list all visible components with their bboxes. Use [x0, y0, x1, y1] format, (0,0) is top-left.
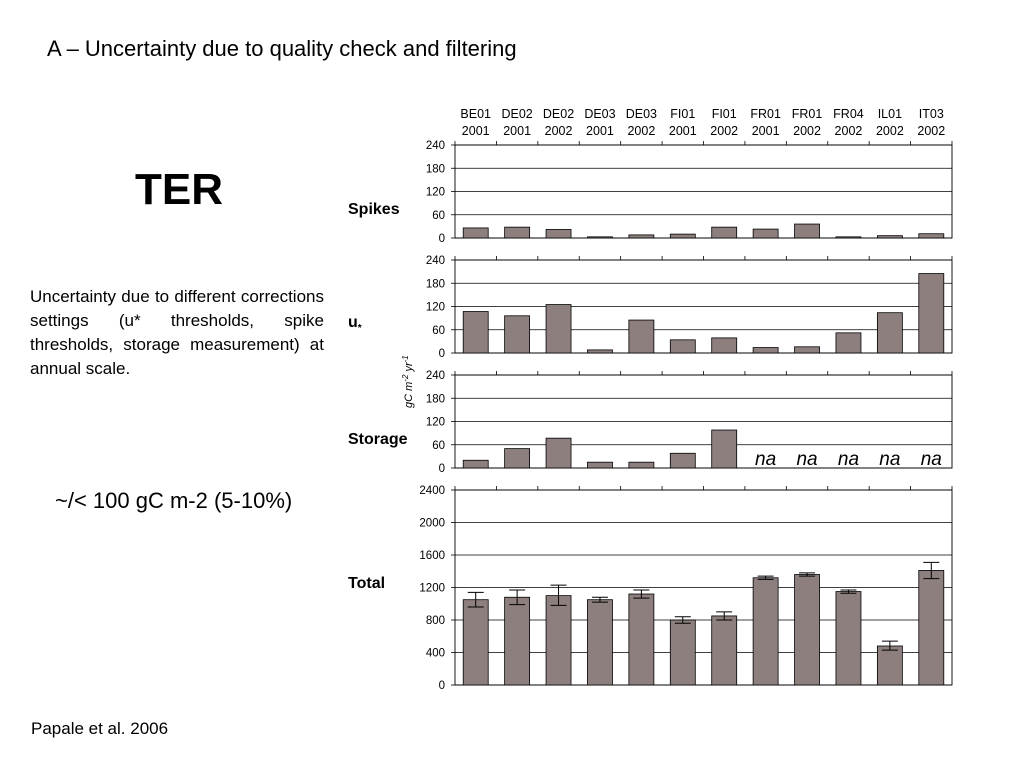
category-year-label: 2002: [875, 124, 904, 138]
category-site-label: FI01: [711, 107, 737, 121]
y-tick-label: 180: [425, 393, 445, 406]
panel-label: Storage: [348, 431, 408, 448]
bar: [753, 348, 778, 353]
bar: [463, 312, 488, 353]
citation: Papale et al. 2006: [31, 719, 169, 738]
bar: [505, 597, 530, 685]
bar: [919, 274, 944, 353]
category-year-label: 2002: [627, 124, 656, 138]
category-year-label: 2001: [503, 124, 532, 138]
bar: [463, 228, 488, 238]
y-tick-label: 240: [425, 370, 445, 382]
y-tick-label: 120: [425, 416, 445, 429]
bar: [877, 646, 902, 685]
bar: [919, 234, 944, 238]
y-tick-label: 1200: [419, 582, 445, 595]
category-year-label: 2002: [710, 124, 739, 138]
y-tick-label: 60: [432, 209, 445, 222]
y-axis-unit-label: gC $m^{-2}$ $yr^{-1}$: [401, 355, 415, 408]
na-label: na: [796, 449, 818, 470]
bar: [629, 594, 654, 685]
y-tick-label: 0: [438, 233, 445, 245]
bar: [795, 347, 820, 353]
bar: [795, 224, 820, 238]
bar: [670, 340, 695, 353]
bar: [836, 237, 861, 238]
bar: [587, 237, 612, 238]
ter-heading: TER: [135, 165, 223, 214]
panel-label: Spikes: [348, 201, 400, 218]
bar: [463, 460, 488, 468]
category-site-label: FR01: [750, 107, 781, 121]
bar: [670, 620, 695, 685]
y-tick-label: 2000: [419, 517, 445, 530]
bar: [546, 229, 571, 238]
bar: [836, 333, 861, 353]
category-year-label: 2002: [917, 124, 946, 138]
bar: [712, 430, 737, 468]
bar: [877, 313, 902, 353]
bar: [505, 227, 530, 238]
bar: [505, 316, 530, 353]
category-site-label: IT03: [918, 107, 944, 121]
panel-storage: [348, 370, 952, 475]
bar: [670, 453, 695, 468]
panel-label: $u_*$: [348, 314, 362, 334]
y-tick-label: 120: [425, 301, 445, 314]
y-tick-label: 60: [432, 439, 445, 452]
y-tick-label: 60: [432, 324, 445, 337]
bar: [587, 462, 612, 468]
category-site-label: FR04: [833, 107, 864, 121]
panel-u: [348, 255, 952, 360]
category-year-label: 2002: [544, 124, 573, 138]
bar: [712, 616, 737, 685]
bar: [712, 227, 737, 238]
y-tick-label: 1600: [419, 550, 445, 562]
y-tick-label: 0: [438, 348, 445, 360]
bar: [546, 596, 571, 685]
description-text: Uncertainty due to different corrections settings (u* thresholds, spike thresholds, storage measurement) at annual scale.: [30, 287, 324, 378]
na-label: na: [837, 449, 860, 470]
summary-text: ~/< 100 gC m-2 (5-10%): [55, 488, 293, 513]
y-tick-label: 400: [425, 647, 445, 660]
y-tick-label: 2400: [419, 485, 445, 497]
y-tick-label: 800: [425, 615, 445, 627]
y-tick-label: 0: [438, 463, 445, 475]
panel-spikes: [348, 140, 952, 245]
na-label: na: [879, 449, 901, 470]
bar: [753, 578, 778, 685]
category-year-label: 2001: [461, 124, 490, 138]
category-site-label: DE02: [542, 107, 575, 121]
panel-label: Total: [348, 575, 386, 592]
category-year-label: 2001: [586, 124, 614, 138]
bar: [836, 592, 861, 685]
category-year-label: 2001: [668, 124, 697, 138]
bar: [505, 449, 530, 468]
na-label: na: [755, 449, 777, 470]
y-tick-label: 120: [425, 186, 445, 199]
category-site-label: IL01: [877, 107, 903, 121]
bar: [587, 350, 612, 353]
category-site-label: BE01: [460, 107, 492, 121]
category-year-label: 2002: [793, 124, 821, 138]
y-tick-label: 0: [438, 680, 445, 692]
bar: [629, 462, 654, 468]
bar: [919, 570, 944, 685]
bar: [877, 236, 902, 238]
bar: [670, 234, 695, 238]
category-year-label: 2002: [834, 124, 863, 138]
category-site-label: FI01: [670, 107, 696, 121]
category-site-label: FR01: [791, 107, 823, 121]
panel-total: [348, 485, 952, 692]
bar: [712, 338, 737, 353]
bar: [795, 575, 820, 686]
category-site-label: DE03: [625, 107, 658, 121]
y-tick-label: 180: [425, 163, 445, 176]
slide-title: A – Uncertainty due to quality check and filtering: [47, 36, 517, 61]
bar: [587, 600, 612, 685]
bar: [629, 320, 654, 353]
y-tick-label: 180: [425, 278, 445, 291]
y-tick-label: 240: [425, 255, 445, 267]
category-site-label: DE03: [584, 107, 616, 121]
na-label: na: [920, 449, 942, 470]
bar: [753, 229, 778, 238]
category-site-label: DE02: [501, 107, 533, 121]
y-tick-label: 240: [425, 140, 445, 152]
bar: [546, 438, 571, 468]
bar: [629, 235, 654, 238]
bar: [463, 600, 488, 685]
bar: [546, 305, 571, 353]
category-year-label: 2001: [751, 124, 780, 138]
